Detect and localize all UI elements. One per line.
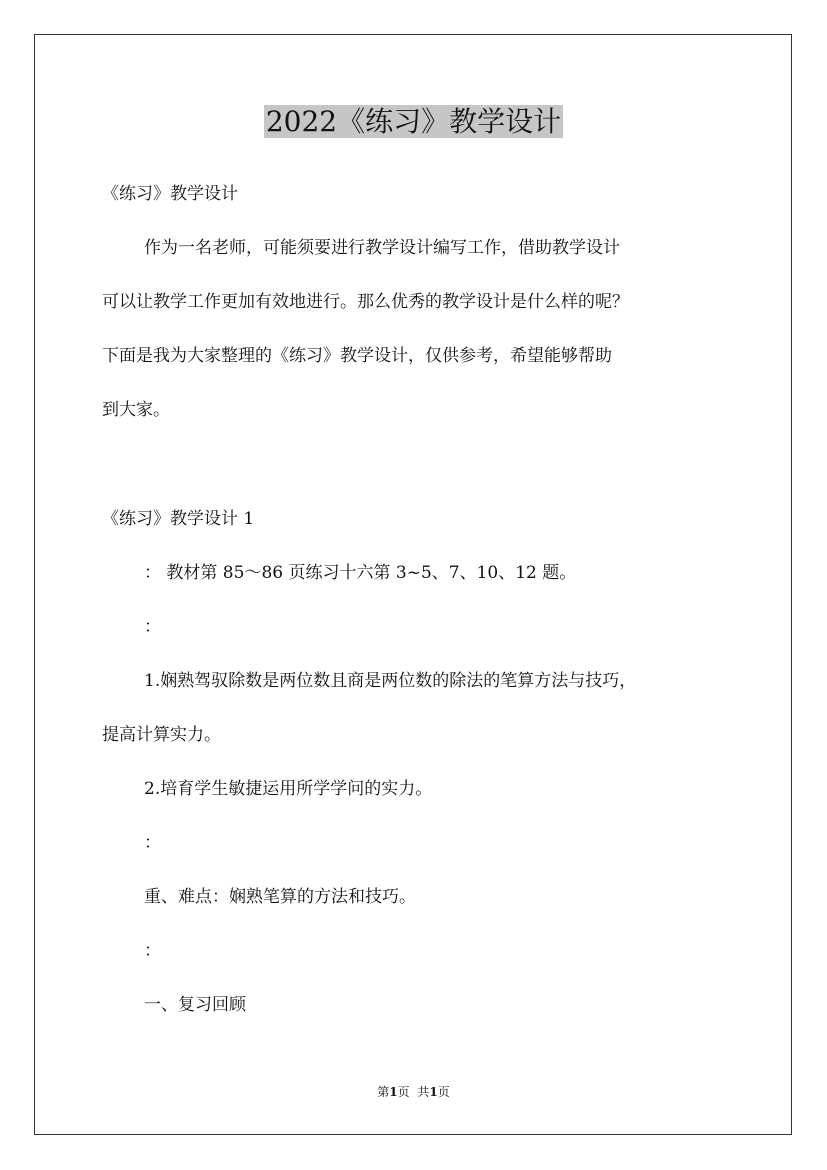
body-line-7: 重、难点：娴熟笔算的方法和技巧。 <box>144 887 416 907</box>
document-subtitle: 《练习》教学设计 <box>102 184 238 204</box>
intro-line-1: 作为一名老师，可能须要进行教学设计编写工作，借助教学设计 <box>144 238 620 258</box>
intro-line-3: 下面是我为大家整理的《练习》教学设计，仅供参考，希望能够帮助 <box>102 346 612 366</box>
footer-total-prefix: 共 <box>417 1085 430 1099</box>
body-line-1: ： 教材第 85～86 页练习十六第 3~5、7、10、12 题。 <box>144 563 577 583</box>
document-title: 2022《练习》教学设计 <box>265 105 562 138</box>
intro-line-2: 可以让教学工作更加有效地进行。那么优秀的教学设计是什么样的呢？ <box>102 292 629 312</box>
footer-page-prefix: 第 <box>377 1085 390 1099</box>
body-line-6: ： <box>144 833 161 853</box>
body-line-9: 一、复习回顾 <box>144 995 246 1015</box>
footer-total-unit: 页 <box>437 1085 450 1099</box>
section-heading: 《练习》教学设计 1 <box>102 509 255 529</box>
footer-page-unit: 页 <box>397 1085 410 1099</box>
intro-line-4: 到大家。 <box>102 400 170 420</box>
body-line-5: 2.培育学生敏捷运用所学学问的实力。 <box>144 779 433 799</box>
body-line-4: 提高计算实力。 <box>102 725 221 745</box>
body-line-8: ： <box>144 941 161 961</box>
body-line-3: 1.娴熟驾驭除数是两位数且商是两位数的除法的笔算方法与技巧， <box>144 671 637 691</box>
page-footer <box>0 1083 827 1101</box>
body-line-2: ： <box>144 617 161 637</box>
footer-total-pages: 1 <box>429 1085 438 1099</box>
footer-page-number: 1 <box>389 1085 398 1099</box>
